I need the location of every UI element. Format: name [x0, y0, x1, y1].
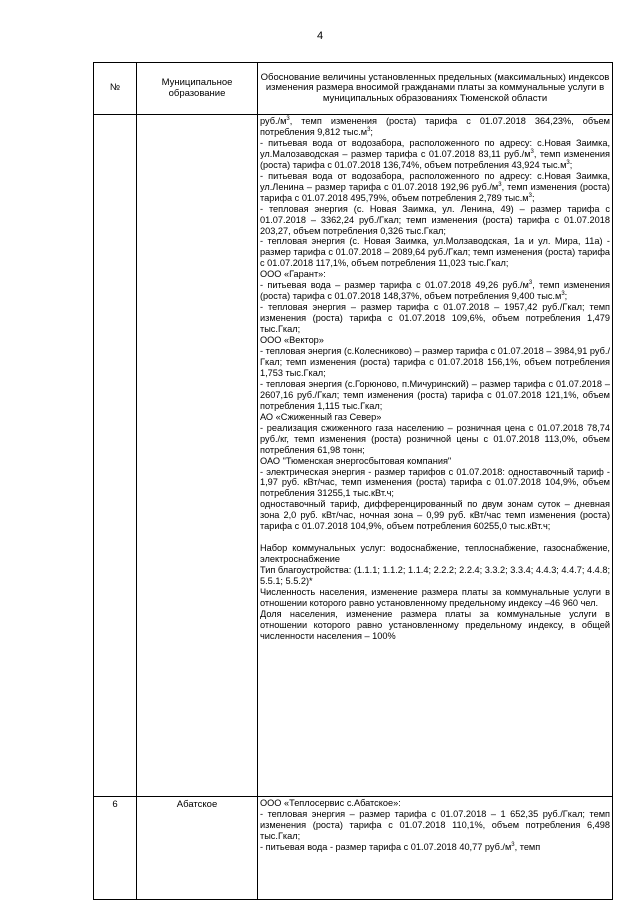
text-line: одноставочный тариф, дифференцированный по двум зонам суток – дневная зона 2,0 руб. кВт/час, ночная зона – 0,99 руб. кВт/час темп изменения (роста) тарифа с 01.07.2018 104,9%, объем потребления 60255,0 тыс.кВт.ч; — [260, 499, 610, 532]
page-number: 4 — [316, 30, 324, 42]
text-line: ООО «Вектор» — [260, 335, 324, 346]
row-number — [94, 115, 137, 797]
table-row — [94, 115, 613, 797]
text-line: - тепловая энергия (с.Колесниково) – размер тарифа с 01.07.2018 – 3984,91 руб./Гкал; темп изменения (роста) тарифа с 01.07.2018 156,1%, объем потребления 1,753 тыс.Гкал; — [260, 346, 610, 378]
blank-line — [260, 532, 610, 543]
row-justification — [258, 797, 613, 900]
text-line: - тепловая энергия – размер тарифа с 01.07.2018 – 1957,42 руб./Гкал; темп изменения (роста) тарифа с 01.07.2018 109,6%, объем потребления 1,479 тыс.Гкал; — [260, 302, 610, 335]
row-number: 6 — [94, 797, 137, 900]
table-row — [94, 797, 613, 900]
text-line: - питьевая вода от водозабора, расположенного по адресу: с.Новая Заимка, ул.Малозаводская – размер тарифа с 01.07.2018 83,11 $руб./м^3$, темп изменения (роста) тарифа с 01.07.2018 136,74%, объем потребления 43,924 $тыс.м^3$; — [260, 137, 610, 170]
row-justification — [258, 115, 613, 797]
text-line: - питьевая вода – размер тарифа с 01.07.2018 49,26 $руб./м^3$, темп изменения (роста) тарифа с 01.07.2018 148,37%, объем потребления 9,400 $тыс.м^3$; — [260, 280, 610, 302]
row-municipality — [137, 115, 258, 797]
text-line: - реализация сжиженного газа населению – розничная цена с 01.07.2018 78,74 руб./кг, темп изменения (роста) розничной цены с 01.07.2018 113,0%, объем потребления 61,98 тонн; — [260, 422, 610, 455]
text-line: ОАО "Тюменская энергосбытовая компания" — [260, 455, 452, 466]
text-line: Набор коммунальных услуг: водоснабжение, теплоснабжение, газоснабжение, электроснабжение — [260, 543, 610, 565]
text-line: - питьевая вода - размер тарифа с 01.07.2018 40,77 $руб./м^3$, темп — [260, 841, 541, 852]
text-line: Тип благоустройства: (1.1.1; 1.1.2; 1.1.4; 2.2.2; 2.2.4; 3.3.2; 3.3.4; 4.4.3; 4.4.7; 4.4.8; 5.5.1; 5.5.2)* — [260, 565, 610, 587]
text-line: - тепловая энергия (с. Новая Заимка, ул. Ленина, 49) – размер тарифа с 01.07.2018 – 3362,24 руб./Гкал; темп изменения (роста) тарифа с 01.07.2018 203,27, объем потребления 0,326 тыс.Гкал; — [260, 203, 610, 236]
text-line: $руб./м^3$, темп изменения (роста) тарифа с 01.07.2018 364,23%, объем потребления 9,812 $тыс.м^3$; — [260, 115, 610, 137]
text-line: - электрическая энергия - размер тарифов с 01.07.2018: одноставочный тариф - 1,97 руб. кВт/час, темп изменения (роста) тарифа с 01.07.2018 104,9%, объем потребления 31255,1 тыс.кВт.ч; — [260, 466, 610, 499]
text-line: АО «Сжиженный газ Север» — [260, 411, 382, 422]
table-header-row — [94, 63, 613, 115]
text-line: - тепловая энергия – размер тарифа с 01.07.2018 – 1 652,35 руб./Гкал; темп изменения (роста) тарифа с 01.07.2018 110,1%, объем потребления 6,498 тыс.Гкал; — [260, 808, 610, 841]
tariff-justification-table — [93, 62, 613, 900]
header-municipality: Муниципальное образование — [137, 63, 258, 115]
header-number: № — [94, 63, 137, 115]
text-line: - тепловая энергия (с.Горюново, п.Мичуринский) – размер тарифа с 01.07.2018 – 2607,16 руб./Гкал; темп изменения (роста) тарифа с 01.07.2018 121,1%, объем потребления 1,115 тыс.Гкал; — [260, 378, 610, 411]
row-municipality: Абатское — [137, 797, 258, 900]
text-line: ООО «Теплосервис с.Абатское»: — [260, 798, 401, 808]
text-line: - питьевая вода от водозабора, расположенного по адресу: с.Новая Заимка, ул.Ленина – размер тарифа с 01.07.2018 192,96 $руб./м^3$, темп изменения (роста) тарифа с 01.07.2018 495,79%, объем потребления 2,789 $тыс.м^3$; — [260, 170, 610, 203]
text-line: Численность населения, изменение размера платы за коммунальные услуги в отношении которого равно установленному предельному индексу –46 960 чел. — [260, 586, 610, 608]
text-line: Доля населения, изменение размера платы за коммунальные услуги в отношении которого равно установленному предельному индексу, в общей численности населения – 100% — [260, 608, 610, 641]
text-line: - тепловая энергия (с. Новая Заимка, ул.Молзаводская, 1а и ул. Мира, 11а) - размер тарифа с 01.07.2018 – 2089,64 руб./Гкал; темп изменения (роста) тарифа с 01.07.2018 117,1%, объем потребления 11,023 тыс.Гкал; — [260, 236, 610, 269]
header-justification: Обоснование величины установленных предельных (максимальных) индексов изменения размера вносимой гражданами платы за коммунальные услуги в муниципальных образованиях Тюменской области — [258, 63, 613, 115]
text-line: ООО «Гарант»: — [260, 269, 326, 280]
